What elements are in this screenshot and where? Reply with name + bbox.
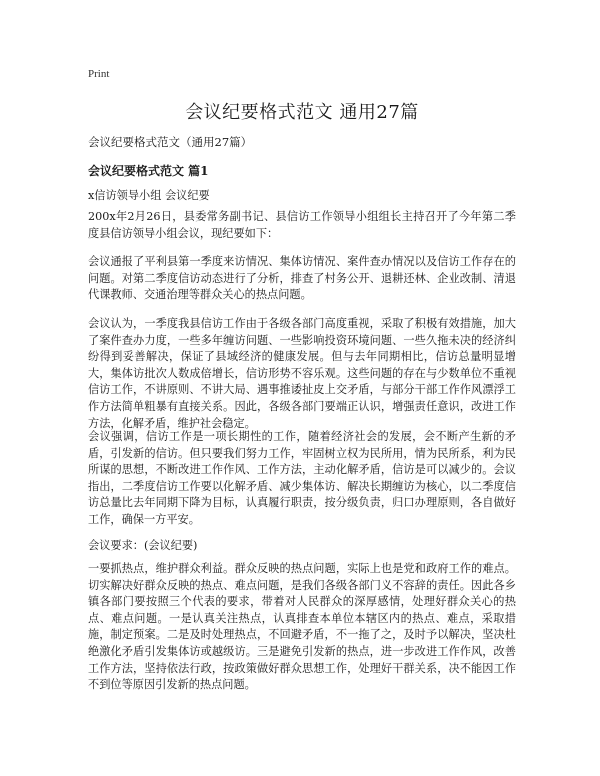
paragraph-emphasis: 会议强调，信访工作是一项长期性的工作，随着经济社会的发展，会不断产生新的矛盾，引发新的信访。但只要我们努力工作，牢固树立权为民所用，情为民所系，利为民所谋的思想，不断改进工作作风、工作方法，主动化解矛盾，信访是可以减少的。会议指出，二季度信访工作要以化解矛盾、减少集体访、解决长期缠访为核心，以二季度信访总量比去年同期下降为目标，认真履行职责，按分级负责，归口办理原则，各自做好工作，确保一方平安。 (88, 430, 516, 526)
section-heading: 会议纪要格式范文 篇1 (88, 164, 209, 178)
page-title: 会议纪要格式范文 通用27篇 (185, 102, 419, 123)
paragraph-briefing: 会议通报了平利县第一季度来访情况、集体访情况、案件查办情况以及信访工作存在的问题。对第二季度信访动态进行了分析，排查了村务公开、退耕还林、企业改制、清退代课教师、交通治理等群众关心的热点问题。 (88, 255, 516, 302)
paragraph-assessment: 会议认为，一季度我县信访工作由于各级各部门高度重视，采取了积极有效措施，加大了案件查办力度，一些多年缠访问题、一些影响投资环境问题、一些久拖未决的经济纠纷得到妥善解决，保证了县域经济的健康发展。但与去年同期相比，信访总量明显增大，集体访批次人数成倍增长，信访形势不容乐观。这些问题的存在与少数单位不重视信访工作，不讲原则、不讲大局、遇事推诿扯皮上交矛盾，与部分干部工作作风漂浮工作方法简单粗暴有直接关系。因此，各级各部门要端正认识，增强责任意识，改进工作方法，化解矛盾，维护社会稳定。 (88, 317, 516, 430)
paragraph-requirement-one: 一要抓热点，维护群众利益。群众反映的热点问题，实际上也是党和政府工作的难点。切实解决好群众反映的热点、难点问题，是我们各级各部门义不容辞的责任。因此各乡镇各部门要按照三个代表的要求，带着对人民群众的深厚感情，处理好群众关心的热点、难点问题。一是认真关注热点，认真排查本单位本辖区内的热点、难点，采取措施，制定预案。二是及时处理热点，不回避矛盾，不一拖了之，及时予以解决，坚决杜绝激化矛盾引发集体访或越级访。三是避免引发新的热点，进一步改进工作作风，改善工作方法，坚持依法行政，按政策做好群众思想工作，处理好干群关系，决不能因工作不到位等原因引发新的热点问题。 (88, 562, 516, 692)
paragraph-requirements-label: 会议要求：(会议纪要) (88, 539, 198, 552)
paragraph-opening: 200x年2月26日，县委常务副书记、县信访工作领导小组组长主持召开了今年第二季度县信访领导小组会议，现纪要如下： (88, 210, 516, 240)
print-link[interactable]: Print (88, 68, 110, 80)
document-subtitle: 会议纪要格式范文（通用27篇） (88, 135, 253, 149)
memo-from-line: x信访领导小组 会议纪要 (88, 189, 210, 202)
